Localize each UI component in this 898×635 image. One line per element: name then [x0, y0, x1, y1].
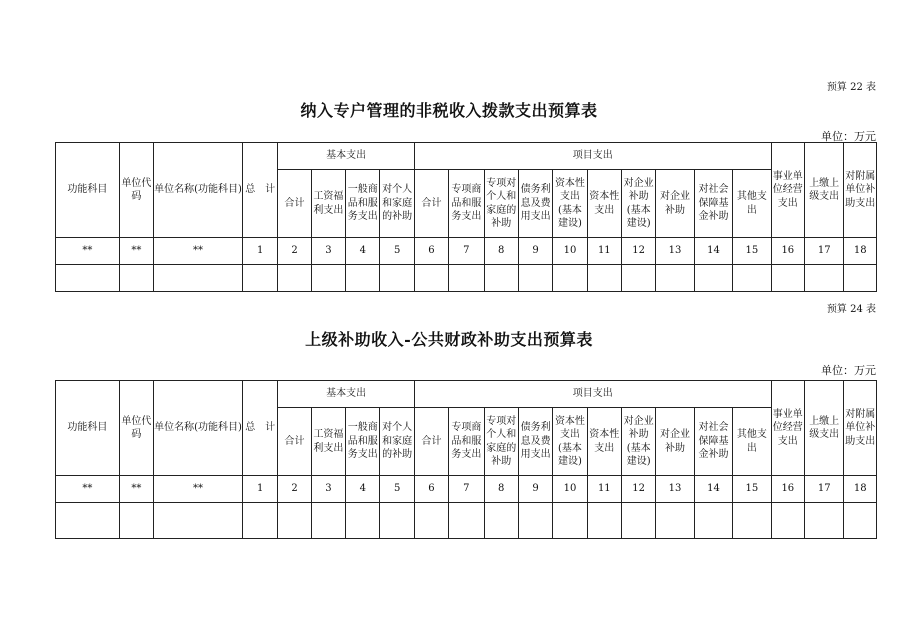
header-subsidiary-subsidy: 对附属单位补助支出: [844, 143, 877, 238]
unit-label: 单位：万元: [821, 364, 876, 377]
header-remit-superior: 上缴上级支出: [804, 143, 843, 238]
cell: 11: [587, 476, 621, 503]
cell: **: [154, 476, 243, 503]
col-special-personal: 专项对个人和家庭的补助: [484, 408, 518, 476]
cell: 8: [484, 476, 518, 503]
cell: **: [56, 476, 120, 503]
group-project-expense: 项目支出: [414, 143, 771, 170]
header-total: 总 计: [243, 381, 278, 476]
col-personal-subsidy: 对个人和家庭的补助: [380, 170, 414, 238]
col-enterprise: 对企业补助: [656, 170, 694, 238]
table-number-tag: 预算 22 表: [826, 82, 876, 93]
cell: 18: [844, 476, 877, 503]
cell: 4: [346, 476, 380, 503]
cell: 5: [380, 476, 414, 503]
cell: 10: [553, 238, 587, 265]
cell: 8: [484, 238, 518, 265]
col-project-subtotal: 合计: [414, 170, 448, 238]
col-goods-services: 一般商品和服务支出: [346, 408, 380, 476]
cell: 15: [733, 238, 771, 265]
cell: 6: [414, 476, 448, 503]
cell: 9: [518, 238, 552, 265]
group-basic-expense: 基本支出: [278, 381, 414, 408]
cell: 7: [449, 238, 484, 265]
cell: **: [154, 238, 243, 265]
cell: 15: [733, 476, 771, 503]
unit-label: 单位：万元: [821, 130, 876, 143]
col-basic-subtotal: 合计: [278, 170, 311, 238]
cell: 1: [243, 476, 278, 503]
cell: 9: [518, 476, 552, 503]
budget-table: [55, 142, 877, 292]
col-goods-services: 一般商品和服务支出: [346, 170, 380, 238]
group-project-expense: 项目支出: [414, 381, 771, 408]
col-debt-interest: 债务利息及费用支出: [518, 170, 552, 238]
col-project-subtotal: 合计: [414, 408, 448, 476]
table-row: [56, 238, 877, 265]
col-special-personal: 专项对个人和家庭的补助: [484, 170, 518, 238]
col-wages-welfare: 工资福利支出: [311, 170, 345, 238]
cell: 14: [694, 476, 732, 503]
col-special-goods: 专项商品和服务支出: [449, 170, 484, 238]
cell: 3: [311, 238, 345, 265]
col-social-security: 对社会保障基金补助: [694, 408, 732, 476]
budget-table: [55, 380, 877, 539]
col-special-goods: 专项商品和服务支出: [449, 408, 484, 476]
table-number-tag: 预算 24 表: [826, 304, 876, 315]
col-other: 其他支出: [733, 170, 771, 238]
header-unit-code: 单位代码: [119, 143, 153, 238]
cell: 16: [771, 238, 804, 265]
col-enterprise-construction: 对企业补助(基本建设): [621, 408, 655, 476]
header-unit-code: 单位代码: [119, 381, 153, 476]
col-enterprise-construction: 对企业补助(基本建设): [621, 170, 655, 238]
cell: 5: [380, 238, 414, 265]
cell: 12: [621, 476, 655, 503]
cell: **: [119, 238, 153, 265]
table-title: 上级补助收入-公共财政补助支出预算表: [305, 330, 593, 349]
col-basic-subtotal: 合计: [278, 408, 311, 476]
cell: 13: [656, 476, 694, 503]
cell: 13: [656, 238, 694, 265]
cell: 11: [587, 238, 621, 265]
col-debt-interest: 债务利息及费用支出: [518, 408, 552, 476]
header-unit-name: 单位名称(功能科目): [154, 143, 243, 238]
col-capital-construction: 资本性支出(基本建设): [553, 170, 587, 238]
table-title: 纳入专户管理的非税收入拨款支出预算表: [300, 101, 598, 120]
col-capital-construction: 资本性支出(基本建设): [553, 408, 587, 476]
cell: 2: [278, 238, 311, 265]
cell: 16: [771, 476, 804, 503]
cell: 3: [311, 476, 345, 503]
cell: 10: [553, 476, 587, 503]
cell: 14: [694, 238, 732, 265]
cell: 7: [449, 476, 484, 503]
header-business-expense: 事业单位经营支出: [771, 143, 804, 238]
col-personal-subsidy: 对个人和家庭的补助: [380, 408, 414, 476]
header-func-subject: 功能科目: [56, 143, 120, 238]
header-total: 总 计: [243, 143, 278, 238]
table-row: [56, 476, 877, 503]
table-row: [56, 265, 877, 292]
col-capital: 资本性支出: [587, 408, 621, 476]
table-row: [56, 503, 877, 539]
col-capital: 资本性支出: [587, 170, 621, 238]
cell: 12: [621, 238, 655, 265]
col-enterprise: 对企业补助: [656, 408, 694, 476]
header-remit-superior: 上缴上级支出: [804, 381, 843, 476]
cell: **: [56, 238, 120, 265]
header-business-expense: 事业单位经营支出: [771, 381, 804, 476]
col-social-security: 对社会保障基金补助: [694, 170, 732, 238]
cell: 1: [243, 238, 278, 265]
header-subsidiary-subsidy: 对附属单位补助支出: [844, 381, 877, 476]
group-basic-expense: 基本支出: [278, 143, 414, 170]
col-other: 其他支出: [733, 408, 771, 476]
header-unit-name: 单位名称(功能科目): [154, 381, 243, 476]
cell: 2: [278, 476, 311, 503]
cell: 18: [844, 238, 877, 265]
cell: 17: [804, 476, 843, 503]
cell: **: [119, 476, 153, 503]
cell: 17: [804, 238, 843, 265]
cell: 4: [346, 238, 380, 265]
col-wages-welfare: 工资福利支出: [311, 408, 345, 476]
header-func-subject: 功能科目: [56, 381, 120, 476]
cell: 6: [414, 238, 448, 265]
